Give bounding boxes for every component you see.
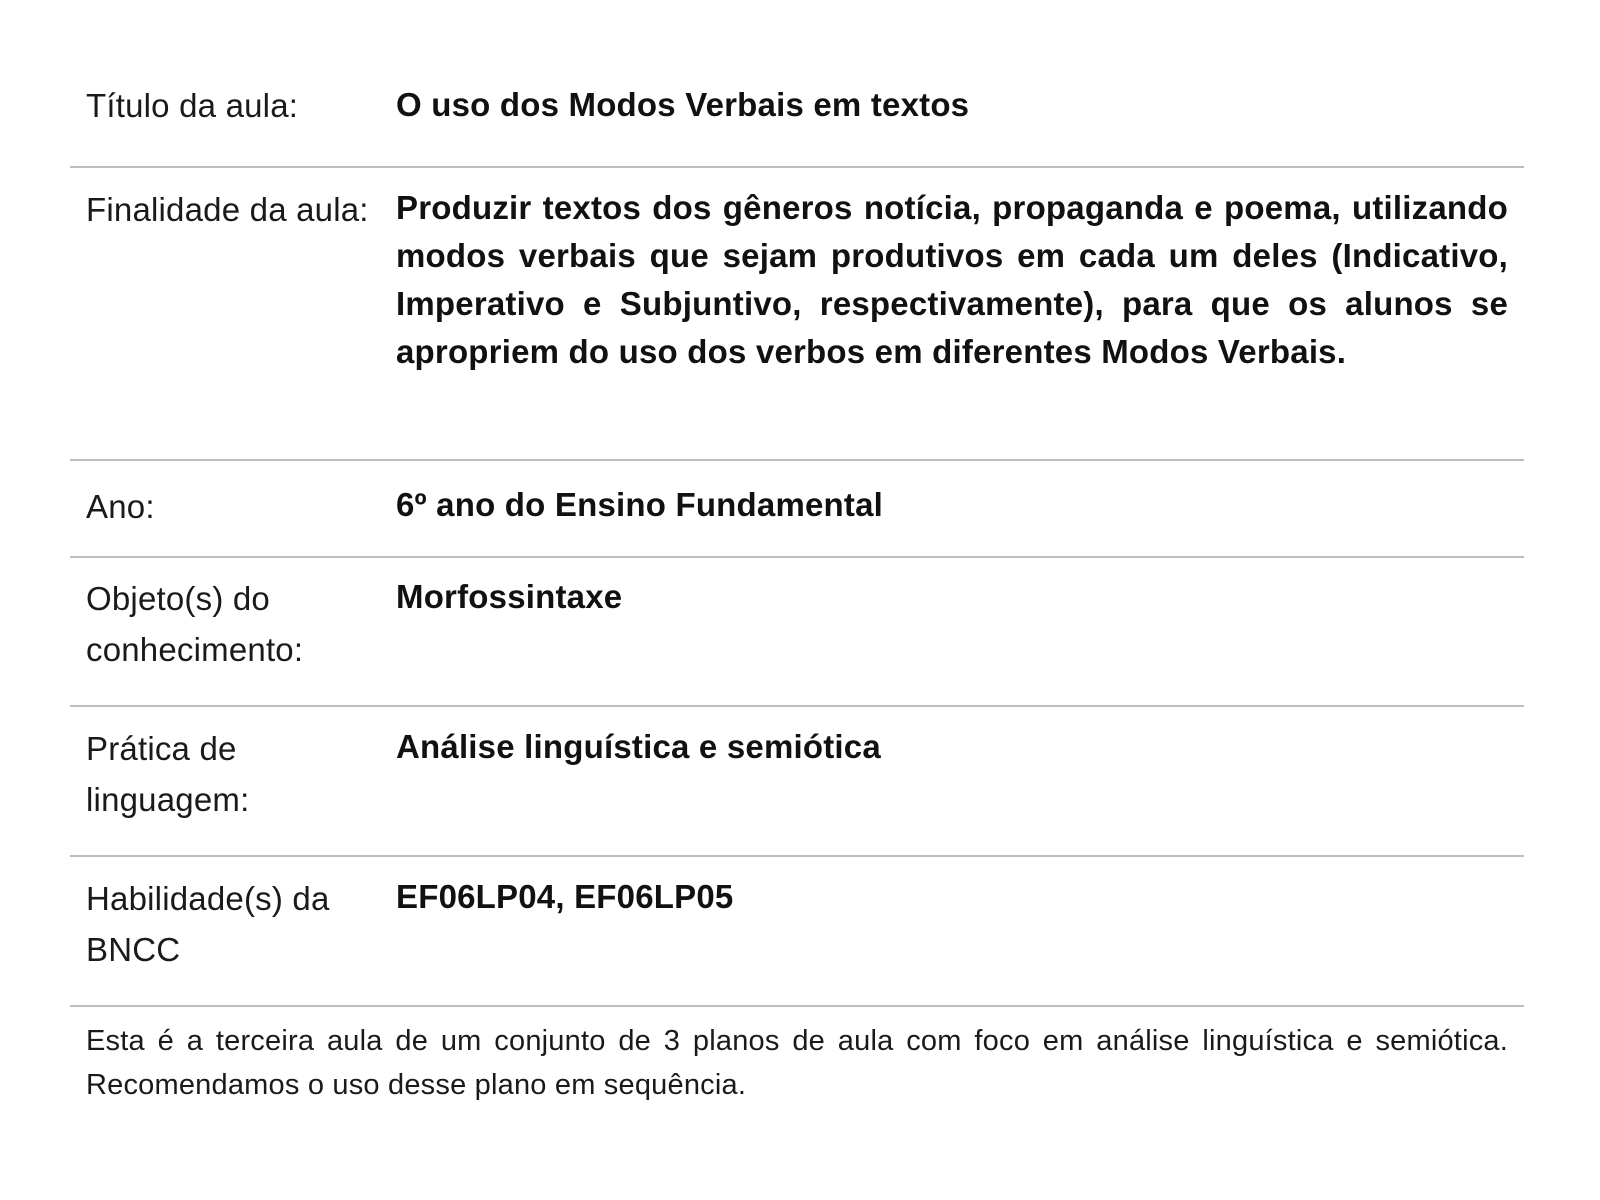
row-grade-year bbox=[70, 461, 1524, 558]
lesson-plan-document bbox=[70, 0, 1524, 1107]
row-lesson-purpose bbox=[70, 168, 1524, 461]
row-bncc-skills bbox=[70, 857, 1524, 1007]
knowledge-object-value: Morfossintaxe bbox=[396, 578, 623, 615]
row-knowledge-object bbox=[70, 558, 1524, 707]
lesson-title-label: Título da aula: bbox=[86, 87, 299, 124]
row-lesson-title bbox=[70, 0, 1524, 168]
grade-year-label: Ano: bbox=[86, 488, 155, 525]
lesson-purpose-label: Finalidade da aula: bbox=[86, 191, 369, 228]
lesson-purpose-value: Produzir textos dos gêneros notícia, propaganda e poema, utilizando modos verbais que sejam produtivos em cada um deles (Indicativo, Imperativo e Subjuntivo, respectivamente), para que os alunos se apropriem do uso dos verbos em diferentes Modos Verbais. bbox=[396, 189, 1508, 370]
knowledge-object-label: Objeto(s) do conhecimento: bbox=[86, 580, 304, 668]
sequence-note: Esta é a terceira aula de um conjunto de 3 planos de aula com foco em análise linguística e semiótica. Recomendamos o uso desse plano em sequência. bbox=[86, 1025, 1508, 1101]
language-practice-label: Prática de linguagem: bbox=[86, 730, 250, 818]
bncc-skills-value: EF06LP04, EF06LP05 bbox=[396, 878, 734, 915]
grade-year-value: 6º ano do Ensino Fundamental bbox=[396, 486, 884, 523]
language-practice-value: Análise linguística e semiótica bbox=[396, 728, 881, 765]
bncc-skills-label: Habilidade(s) da BNCC bbox=[86, 880, 330, 968]
row-language-practice bbox=[70, 707, 1524, 857]
lesson-title-value: O uso dos Modos Verbais em textos bbox=[396, 86, 970, 123]
